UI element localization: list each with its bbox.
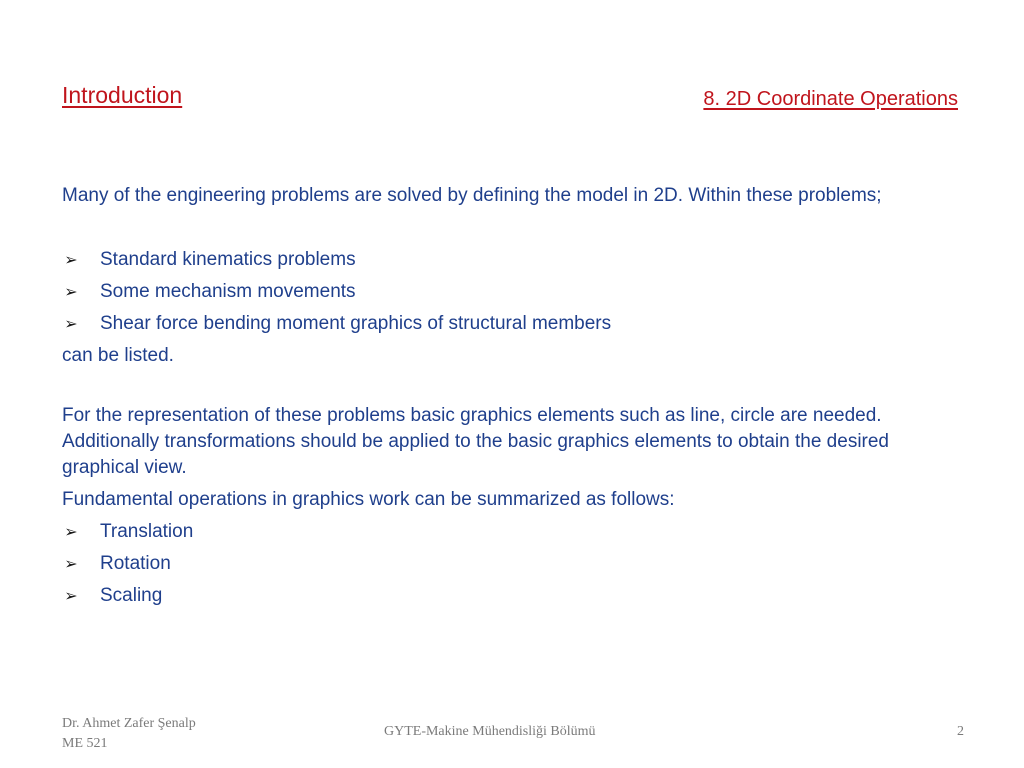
arrowhead-bullet-icon: ➢ [64,586,78,605]
list-item [62,551,962,577]
footer-department: GYTE-Makine Mühendisliği Bölümü [384,724,596,739]
list-item-label: Shear force bending moment graphics of structural members [100,313,612,334]
arrowhead-bullet-icon: ➢ [64,250,78,269]
list-item-label: Rotation [100,553,171,574]
intro-paragraph: Many of the engineering problems are solved by defining the model in 2D. Within these problems; [62,185,882,206]
list-item-label: Translation [100,521,194,542]
slide-subtitle: 8. 2D Coordinate Operations [703,88,958,110]
list-item [62,583,962,609]
representation-paragraph: For the representation of these problems basic graphics elements such as line, circle are needed. Additionally transformations should be applied to the basic graphics elements to obtain the desired graphical view. [62,405,890,478]
operations-list [62,519,962,609]
list-item [62,311,962,337]
page-number: 2 [957,724,964,739]
footer-author-block [62,714,196,754]
arrowhead-bullet-icon: ➢ [64,522,78,541]
problems-closing: can be listed. [62,345,174,366]
arrowhead-bullet-icon: ➢ [64,554,78,573]
footer-course: ME 521 [62,736,108,751]
list-item [62,279,962,305]
problems-list [62,247,962,337]
arrowhead-bullet-icon: ➢ [64,314,78,333]
list-item [62,519,962,545]
list-item-label: Standard kinematics problems [100,249,356,270]
list-item [62,247,962,273]
list-item-label: Some mechanism movements [100,281,356,302]
summary-lead: Fundamental operations in graphics work can be summarized as follows: [62,489,675,510]
list-item-label: Scaling [100,585,163,606]
slide-body [62,183,962,615]
arrowhead-bullet-icon: ➢ [64,282,78,301]
footer-author: Dr. Ahmet Zafer Şenalp [62,716,196,731]
slide-title: Introduction [62,82,183,108]
